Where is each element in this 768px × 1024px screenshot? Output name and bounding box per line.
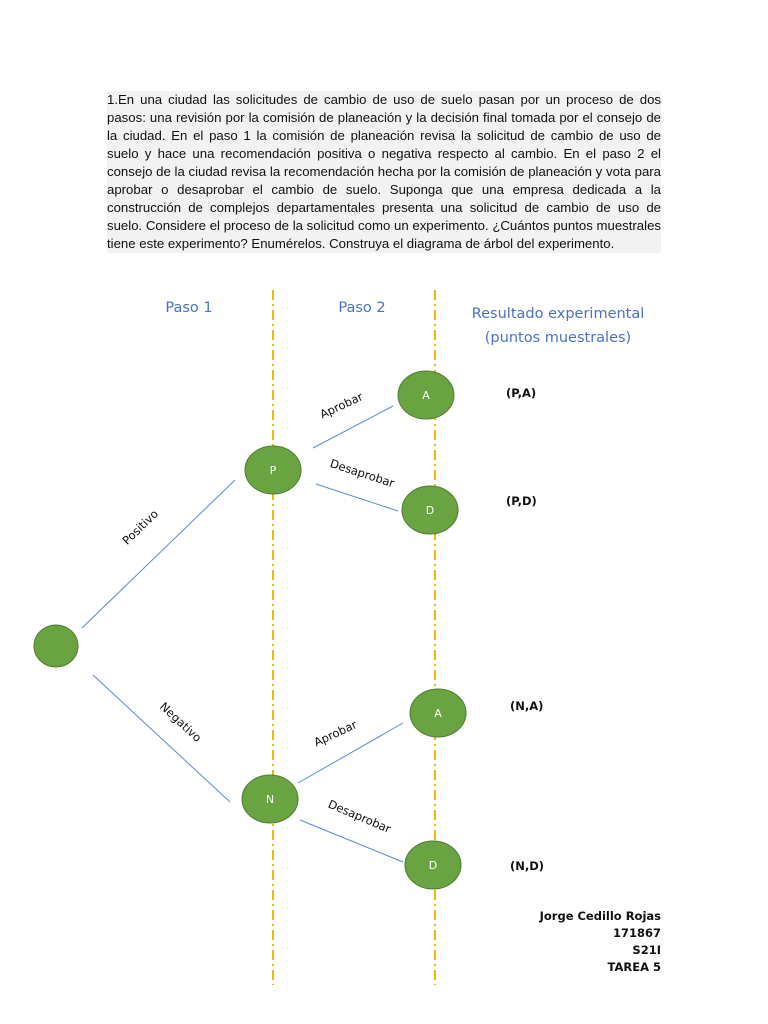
node-a-top-label: A	[422, 389, 430, 402]
result-header-line1: Resultado experimental	[471, 306, 645, 322]
label-disapprove-bottom: Desaprobar	[326, 796, 394, 836]
label-approve-bottom: Aprobar	[311, 717, 360, 750]
step2-header: Paso 2	[338, 300, 386, 316]
problem-statement: 1.En una ciudad las solicitudes de cambio de uso de suelo pasan por un proceso de dos pasos: una revisión por la comisión de planeación y la decisión final tomada por el consejo de la ciudad. En el paso 1 la comisión de planeación revisa la solicitud de cambio de uso de suelo y hace una recomendación positiva o negativa respecto al cambio. En el paso 2 el consejo de la ciudad revisa la recomendación hecha por la comisión de planeación y vota para aprobar o desaprobar el cambio de suelo. Suponga que una empresa dedicada a la construcción de complejos departamentales presenta una solicitud de cambio de uso de suelo. Considere el proceso de la solicitud como un experimento. ¿Cuántos puntos muestrales tiene este experimento? Enumérelos. Construya el diagrama de árbol del experimento.	[107, 92, 661, 251]
author-name: Jorge Cedillo Rojas	[539, 909, 661, 923]
node-p-label: P	[269, 464, 277, 477]
node-a-bottom-label: A	[434, 707, 442, 720]
label-negative: Negativo	[157, 699, 205, 745]
outcome-nd: (N,D)	[510, 859, 545, 873]
root-node	[34, 625, 78, 667]
branch-positive	[82, 480, 235, 628]
outcome-na: (N,A)	[510, 699, 544, 713]
signature-block	[540, 908, 661, 976]
outcome-pd: (P,D)	[506, 494, 537, 508]
branch-negative	[93, 675, 230, 802]
label-disapprove-top: Desaprobar	[328, 456, 397, 491]
node-d-bottom-label: D	[428, 859, 438, 872]
node-n-label: N	[265, 793, 275, 806]
node-d-top-label: D	[425, 504, 435, 517]
group-code: S21I	[632, 943, 661, 957]
label-approve-top: Aprobar	[317, 389, 366, 422]
outcome-pa: (P,A)	[506, 386, 537, 400]
label-positive: Positivo	[119, 506, 162, 548]
student-id: 171867	[612, 926, 661, 940]
result-header-line2: (puntos muestrales)	[484, 330, 632, 346]
task-label: TAREA 5	[607, 960, 661, 974]
step1-header: Paso 1	[165, 300, 213, 316]
